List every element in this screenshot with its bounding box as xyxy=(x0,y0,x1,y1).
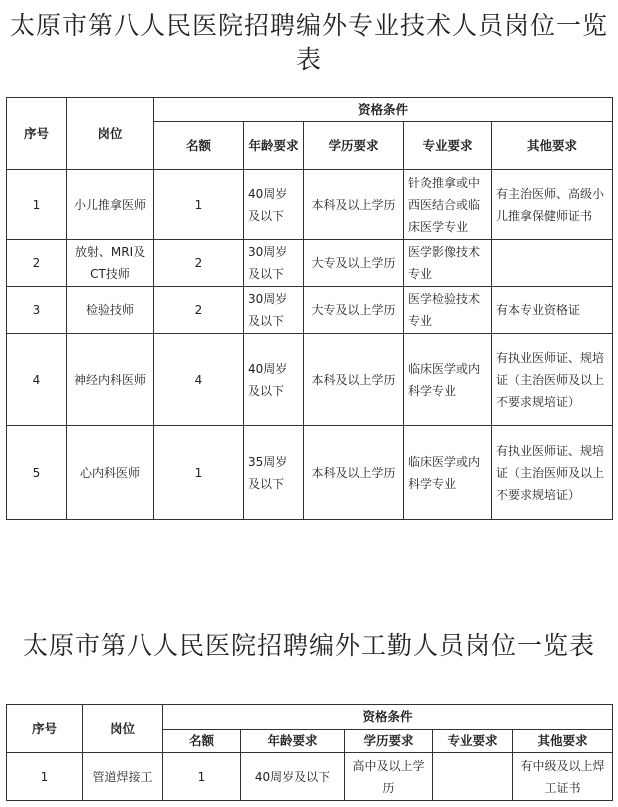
cell-post: 放射、MRI及CT技师 xyxy=(67,240,154,287)
cell-post: 管道焊接工 xyxy=(83,753,163,801)
cell-age: 30周岁及以下 xyxy=(244,240,304,287)
cell-seq: 2 xyxy=(7,240,67,287)
table1-title-line2: 表 xyxy=(295,45,322,74)
cell-count: 1 xyxy=(154,426,244,520)
header-seq: 序号 xyxy=(7,705,83,753)
cell-other: 有本专业资格证 xyxy=(492,287,613,334)
cell-post: 小儿推拿医师 xyxy=(67,170,154,240)
cell-seq: 5 xyxy=(7,426,67,520)
cell-seq: 1 xyxy=(7,170,67,240)
cell-major: 临床医学或内科学专业 xyxy=(404,334,492,426)
cell-major: 医学检验技术专业 xyxy=(404,287,492,334)
cell-other xyxy=(492,240,613,287)
cell-post: 检验技师 xyxy=(67,287,154,334)
cell-education: 大专及以上学历 xyxy=(304,240,404,287)
cell-count: 2 xyxy=(154,240,244,287)
cell-post: 神经内科医师 xyxy=(67,334,154,426)
cell-post: 心内科医师 xyxy=(67,426,154,520)
header-qualifications: 资格条件 xyxy=(154,98,613,122)
cell-age: 40周岁及以下 xyxy=(244,170,304,240)
header-count: 名额 xyxy=(163,730,241,753)
cell-age: 35周岁及以下 xyxy=(244,426,304,520)
cell-age: 40周岁及以下 xyxy=(241,753,345,801)
header-education: 学历要求 xyxy=(304,122,404,170)
cell-education: 本科及以上学历 xyxy=(304,426,404,520)
table-row xyxy=(7,753,613,801)
cell-seq: 1 xyxy=(7,753,83,801)
cell-major xyxy=(433,753,513,801)
table-row xyxy=(7,170,613,240)
header-other: 其他要求 xyxy=(513,730,613,753)
cell-seq: 3 xyxy=(7,287,67,334)
cell-count: 2 xyxy=(154,287,244,334)
cell-major: 临床医学或内科学专业 xyxy=(404,426,492,520)
cell-other: 有执业医师证、规培证（主治医师及以上不要求规培证） xyxy=(492,334,613,426)
cell-count: 4 xyxy=(154,334,244,426)
table-row xyxy=(7,426,613,520)
table1-title-line1: 太原市第八人民医院招聘编外专业技术人员岗位一览 xyxy=(9,11,608,40)
logistics-positions-table xyxy=(6,704,613,801)
cell-age: 40周岁及以下 xyxy=(244,334,304,426)
cell-age: 30周岁及以下 xyxy=(244,287,304,334)
table-row xyxy=(7,240,613,287)
cell-major: 医学影像技术专业 xyxy=(404,240,492,287)
header-age: 年龄要求 xyxy=(241,730,345,753)
table-row xyxy=(7,334,613,426)
professional-positions-table xyxy=(6,97,613,520)
header-count: 名额 xyxy=(154,122,244,170)
cell-count: 1 xyxy=(154,170,244,240)
cell-other: 有主治医师、高级小儿推拿保健师证书 xyxy=(492,170,613,240)
header-major: 专业要求 xyxy=(433,730,513,753)
header-education: 学历要求 xyxy=(345,730,433,753)
cell-major: 针灸推拿或中西医结合或临床医学专业 xyxy=(404,170,492,240)
header-seq: 序号 xyxy=(7,98,67,170)
cell-education: 本科及以上学历 xyxy=(304,170,404,240)
cell-education: 本科及以上学历 xyxy=(304,334,404,426)
cell-other: 有中级及以上焊工证书 xyxy=(513,753,613,801)
table2-title: 太原市第八人民医院招聘编外工勤人员岗位一览表 xyxy=(22,631,595,660)
header-other: 其他要求 xyxy=(492,122,613,170)
table-row xyxy=(7,287,613,334)
header-age: 年龄要求 xyxy=(244,122,304,170)
cell-other: 有执业医师证、规培证（主治医师及以上不要求规培证） xyxy=(492,426,613,520)
header-post: 岗位 xyxy=(83,705,163,753)
header-major: 专业要求 xyxy=(404,122,492,170)
cell-count: 1 xyxy=(163,753,241,801)
cell-education: 大专及以上学历 xyxy=(304,287,404,334)
header-qualifications: 资格条件 xyxy=(163,705,613,730)
cell-education: 高中及以上学历 xyxy=(345,753,433,801)
cell-seq: 4 xyxy=(7,334,67,426)
header-post: 岗位 xyxy=(67,98,154,170)
